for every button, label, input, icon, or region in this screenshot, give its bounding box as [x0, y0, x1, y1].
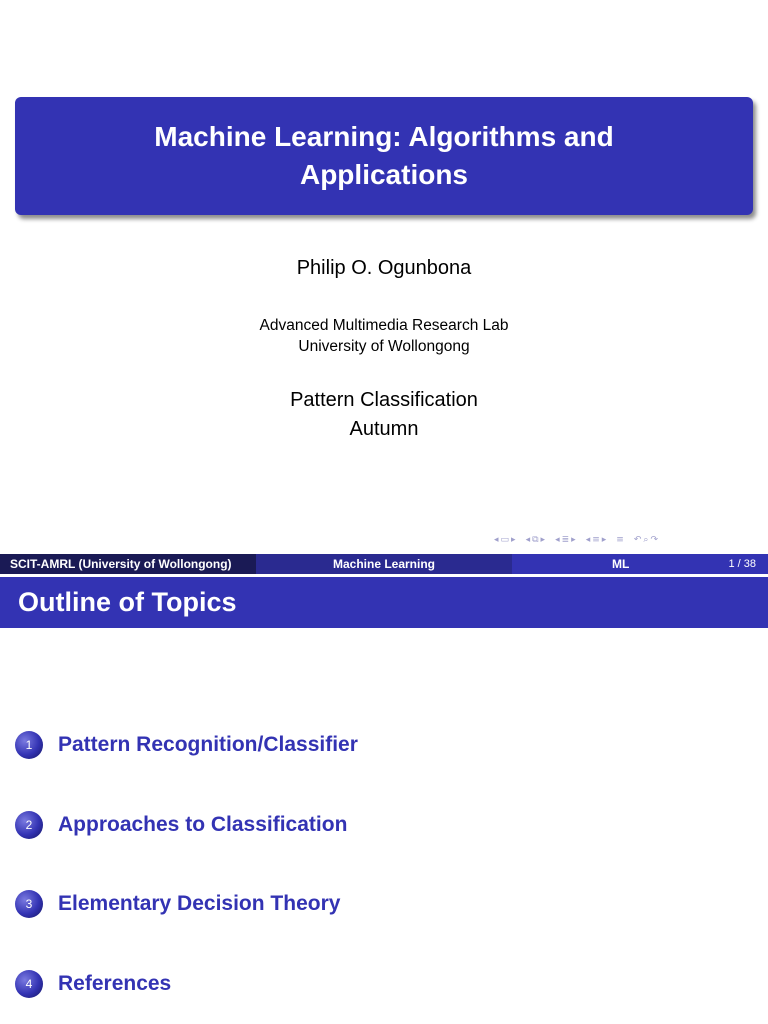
author: Philip O. Ogunbona — [296, 257, 472, 279]
arrow-left-icon[interactable]: ◂ — [525, 535, 531, 545]
doc-icon[interactable]: ≡ — [592, 535, 600, 545]
footline-title: Machine Learning — [256, 554, 512, 574]
search-icon[interactable]: ⌕ — [643, 535, 649, 545]
toc-number-ball: 4 — [15, 970, 43, 998]
arrow-right-icon[interactable]: ▸ — [571, 535, 576, 545]
navigation-symbols — [494, 532, 762, 548]
institute-line-2: University of Wollongong — [298, 338, 470, 355]
footline-right — [512, 554, 768, 574]
toc-number-ball: 2 — [15, 811, 43, 839]
toc-label[interactable]: Pattern Recognition/Classifier — [58, 733, 358, 756]
footline-short-title: ML — [612, 557, 630, 571]
footline — [0, 554, 768, 574]
toc-number-ball: 1 — [15, 731, 43, 759]
toc-label[interactable]: Elementary Decision Theory — [58, 892, 341, 915]
title-box — [15, 97, 753, 215]
align-icon[interactable]: ≡ — [616, 535, 624, 545]
toc-item[interactable] — [15, 890, 340, 918]
arrow-right-icon[interactable]: ▸ — [511, 535, 516, 545]
arrow-right-icon[interactable]: ▸ — [540, 535, 546, 545]
footline-author: SCIT-AMRL (University of Wollongong) — [0, 554, 256, 574]
page-number: 1 / 38 — [728, 558, 756, 570]
toc-item[interactable] — [15, 970, 171, 998]
date — [0, 386, 768, 444]
undo-icon[interactable]: ↶ — [633, 535, 642, 545]
toc-item[interactable] — [15, 731, 358, 759]
section-icon[interactable]: ≣ — [561, 535, 570, 545]
frame-title: Outline of Topics — [0, 577, 768, 628]
institute-line-1: Advanced Multimedia Research Lab — [259, 317, 509, 334]
date-line-2: Autumn — [349, 418, 419, 440]
subsection-icon[interactable]: ⧉ — [532, 535, 539, 545]
arrow-left-icon[interactable]: ◂ — [585, 535, 591, 545]
frame-icon[interactable]: ▭ — [500, 535, 510, 545]
toc-item[interactable] — [15, 811, 347, 839]
arrow-left-icon[interactable]: ◂ — [555, 535, 560, 545]
date-line-1: Pattern Classification — [290, 389, 478, 411]
institute — [0, 315, 768, 357]
slide-title: Machine Learning: Algorithms and Applications — [154, 121, 614, 190]
arrow-right-icon[interactable]: ▸ — [601, 535, 607, 545]
arrow-left-icon[interactable]: ◂ — [494, 535, 499, 545]
toc-number-ball: 3 — [15, 890, 43, 918]
redo-icon[interactable]: ↷ — [650, 535, 658, 545]
toc-label[interactable]: Approaches to Classification — [58, 813, 348, 836]
toc-label[interactable]: References — [58, 972, 172, 995]
